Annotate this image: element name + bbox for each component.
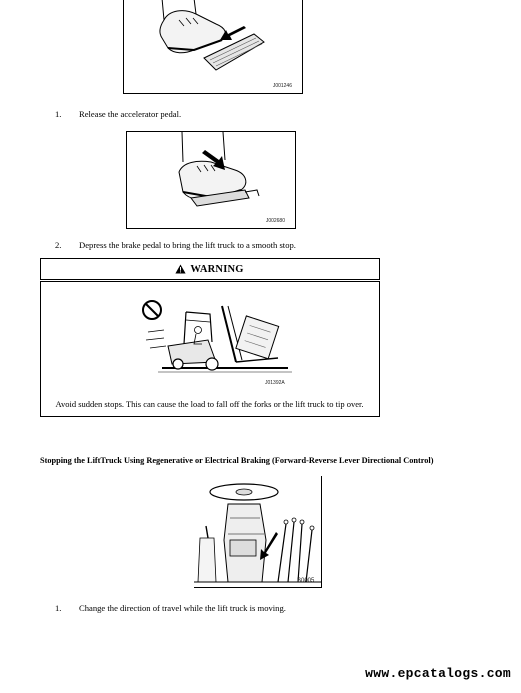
warning-triangle-icon	[175, 264, 186, 274]
accelerator-pedal-illustration	[124, 0, 302, 92]
figure-code: J002680	[265, 218, 285, 224]
warning-title	[40, 258, 379, 280]
forklift-tipping-illustration	[138, 292, 298, 380]
step-number: 1.	[55, 603, 62, 613]
brake-pedal-figure	[126, 131, 296, 229]
step-text: Depress the brake pedal to bring the lift truck to a smooth stop.	[79, 240, 296, 250]
brake-pedal-illustration	[127, 132, 295, 228]
footer-url-link[interactable]: www.epcatalogs.com	[365, 666, 511, 681]
figure-code: J001246	[272, 83, 292, 89]
figure-code: B0005	[297, 578, 315, 584]
warning-title-text: WARNING	[190, 263, 244, 275]
section-heading: Stopping the LiftTruck Using Regenerative or Electrical Braking (Forward-Reverse Lever Directional Control)	[40, 456, 434, 465]
accelerator-pedal-figure	[123, 0, 303, 94]
step-number: 1.	[55, 109, 62, 119]
figure-code: J01392A	[265, 380, 285, 386]
warning-text: Avoid sudden stops. This can cause the load to fall off the forks or the lift truck to tip over.	[55, 399, 364, 409]
step-text: Release the accelerator pedal.	[79, 109, 182, 119]
step-number: 2.	[55, 240, 62, 250]
step-text: Change the direction of travel while the lift truck is moving.	[79, 603, 286, 613]
steering-column-illustration	[194, 478, 322, 586]
